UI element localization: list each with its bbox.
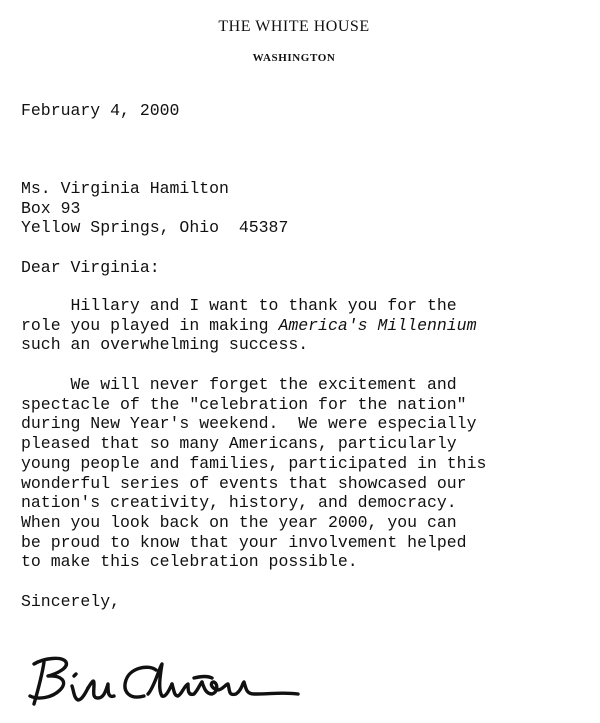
- paragraph-2-line: When you look back on the year 2000, you can: [21, 512, 457, 532]
- recipient-name: Ms. Virginia Hamilton: [21, 179, 229, 198]
- paragraph-2-line: be proud to know that your involvement helped: [21, 532, 467, 552]
- paragraph-2-line: to make this celebration possible.: [21, 552, 358, 572]
- letterhead-subtitle: WASHINGTON: [252, 52, 336, 64]
- paragraph-2-line: spectacle of the "celebration for the nation": [21, 394, 467, 414]
- letterhead-title: THE WHITE HOUSE: [218, 18, 370, 35]
- paragraph-2-line: wonderful series of events that showcased our: [21, 473, 467, 493]
- paragraph-1-line: role you played in making: [21, 315, 279, 335]
- event-name: America's Millennium: [278, 315, 477, 335]
- paragraph-1-line: such an overwhelming success.: [21, 335, 309, 355]
- paragraph-2-line: young people and families, participated in this: [21, 453, 487, 473]
- letter-date: February 4, 2000: [21, 101, 180, 120]
- salutation: Dear Virginia:: [21, 258, 160, 277]
- paragraph-2-line: pleased that so many Americans, particularly: [21, 434, 457, 454]
- recipient-box: Box 93: [21, 198, 81, 218]
- paragraph-2-line: We will never forget the excitement and: [21, 375, 457, 394]
- recipient-city: Yellow Springs, Ohio 45387: [21, 218, 289, 238]
- paragraph-2-line: nation's creativity, history, and democracy.: [21, 493, 457, 513]
- paragraph-2-line: during New Year's weekend. We were especially: [21, 414, 477, 434]
- signature: [22, 648, 302, 718]
- paragraph-1-line: Hillary and I want to thank you for the: [21, 296, 457, 315]
- paragraph-1: [21, 296, 477, 355]
- closing: Sincerely,: [21, 592, 121, 611]
- paragraph-2: [21, 375, 486, 572]
- recipient-address: [21, 179, 288, 238]
